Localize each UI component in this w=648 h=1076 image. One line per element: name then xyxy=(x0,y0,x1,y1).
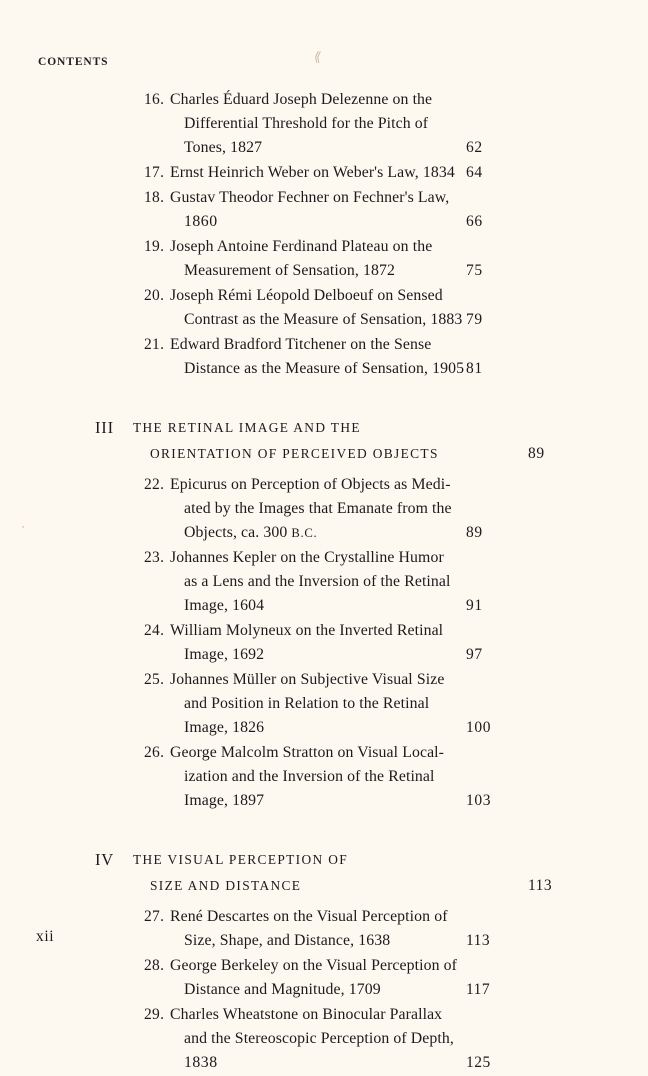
entry-line: Ernst Heinrich Weber on Weber's Law, 1834 64 xyxy=(170,161,550,185)
toc-entry[interactable] xyxy=(0,619,648,667)
entry-line: Distance and Magnitude, 1709 117 xyxy=(170,978,550,1002)
entry-number: 22. xyxy=(144,476,165,493)
entry-line: Joseph Rémi Léopold Delboeuf on Sensed xyxy=(170,287,443,304)
entry-line: William Molyneux on the Inverted Retinal xyxy=(170,622,444,639)
toc-entry[interactable] xyxy=(0,161,648,185)
toc-entry[interactable] xyxy=(0,88,648,160)
entry-line: 1860 66 xyxy=(170,210,550,234)
part-page-number: 89 xyxy=(528,445,545,462)
entry-line: George Malcolm Stratton on Visual Local- xyxy=(170,744,445,761)
entry-body xyxy=(170,333,550,381)
entry-line: and the Stereoscopic Perception of Depth, xyxy=(184,1030,454,1047)
entry-line: Image, 1826 100 xyxy=(170,716,550,740)
entry-number: 26. xyxy=(144,744,165,761)
entry-line: Differential Threshold for the Pitch of xyxy=(184,115,429,132)
entry-body xyxy=(170,284,550,332)
entry-line: René Descartes on the Visual Perception of xyxy=(170,908,448,925)
entry-number: 16. xyxy=(144,91,165,108)
toc-group-part-three xyxy=(0,473,648,813)
entry-line: Epicurus on Perception of Objects as Medi- xyxy=(170,476,451,493)
entry-body xyxy=(170,1003,550,1075)
entry-number: 23. xyxy=(144,549,165,566)
entry-line: ization and the Inversion of the Retinal xyxy=(184,768,435,785)
toc-entry[interactable] xyxy=(0,741,648,813)
entry-number: 27. xyxy=(144,908,165,925)
entry-line: Tones, 1827 62 xyxy=(170,136,550,160)
entry-page-number: 113 xyxy=(466,932,491,949)
entry-page-number: 75 xyxy=(466,262,483,279)
paper-speck-left-icon: ▪ xyxy=(22,523,25,531)
entry-body xyxy=(170,905,550,953)
entry-page-number: 97 xyxy=(466,646,483,663)
entry-line: Gustav Theodor Fechner on Fechner's Law, xyxy=(170,189,450,206)
entry-body xyxy=(170,954,550,1002)
entry-page-number: 117 xyxy=(466,981,491,998)
entry-page-number: 100 xyxy=(466,719,492,736)
entry-body xyxy=(170,235,550,283)
part-title-line: ORIENTATION OF PERCEIVED OBJECTS 89 xyxy=(133,441,588,467)
entry-line: Measurement of Sensation, 1872 75 xyxy=(170,259,550,283)
entry-body xyxy=(170,741,550,813)
toc-entry[interactable] xyxy=(0,284,648,332)
entry-line: as a Lens and the Inversion of the Retinal xyxy=(184,573,451,590)
entry-line: ated by the Images that Emanate from the xyxy=(184,500,452,517)
entry-line: Edward Bradford Titchener on the Sense xyxy=(170,336,432,353)
part-number: III xyxy=(95,418,114,437)
toc-group-continued xyxy=(0,88,648,381)
paper-speck-icon: ⟪ xyxy=(312,48,323,65)
entry-number: 19. xyxy=(144,238,165,255)
entry-line xyxy=(170,521,550,545)
entry-line: Johannes Müller on Subjective Visual Size xyxy=(170,671,445,688)
entry-line: George Berkeley on the Visual Perception of xyxy=(170,957,458,974)
entry-line: Image, 1897 103 xyxy=(170,789,550,813)
toc-entry[interactable] xyxy=(0,954,648,1002)
entry-page-number: 103 xyxy=(466,792,492,809)
entry-number: 18. xyxy=(144,189,165,206)
toc-entry[interactable] xyxy=(0,668,648,740)
part-title-line: THE VISUAL PERCEPTION OF xyxy=(133,852,349,867)
part-title xyxy=(133,415,588,467)
entry-line: Charles Wheatstone on Binocular Parallax xyxy=(170,1006,443,1023)
entry-page-number: 125 xyxy=(466,1054,491,1071)
toc-entry[interactable] xyxy=(0,235,648,283)
entry-line: and Position in Relation to the Retinal xyxy=(184,695,430,712)
entry-page-number: 66 xyxy=(466,213,483,230)
entry-line: Charles Éduard Joseph Delezenne on the xyxy=(170,91,433,108)
entry-body xyxy=(170,88,550,160)
entry-line-text-smallcaps: Objects, ca. 300 B.C. xyxy=(184,524,318,541)
entry-line: Johannes Kepler on the Crystalline Humor xyxy=(170,549,444,566)
entry-page-number: 81 xyxy=(466,360,483,377)
toc-entry[interactable] xyxy=(0,186,648,234)
entry-number: 25. xyxy=(144,671,165,688)
toc-entry[interactable] xyxy=(0,546,648,618)
entry-body xyxy=(170,473,550,545)
part-heading-four[interactable] xyxy=(0,847,648,899)
entry-page-number: 64 xyxy=(466,164,483,181)
part-title-line: SIZE AND DISTANCE 113 xyxy=(133,873,588,899)
running-head: CONTENTS xyxy=(38,56,109,68)
entry-line: Image, 1692 97 xyxy=(170,643,550,667)
entry-line: 1838 125 xyxy=(170,1051,550,1075)
entry-line: Image, 1604 91 xyxy=(170,594,550,618)
part-number: IV xyxy=(95,850,115,869)
entry-line: Joseph Antoine Ferdinand Plateau on the xyxy=(170,238,433,255)
part-page-number: 113 xyxy=(528,877,553,894)
entry-page-number: 89 xyxy=(466,524,483,541)
entry-page-number: 79 xyxy=(466,311,483,328)
entry-number: 29. xyxy=(144,1006,165,1023)
part-title-line: THE RETINAL IMAGE AND THE xyxy=(133,420,361,435)
entry-number: 24. xyxy=(144,622,165,639)
toc-entry[interactable] xyxy=(0,473,648,545)
entry-line: Distance as the Measure of Sensation, 1905 81 xyxy=(170,357,550,381)
table-of-contents xyxy=(0,88,648,1076)
entry-body xyxy=(170,668,550,740)
entry-body xyxy=(170,619,550,667)
entry-number: 17. xyxy=(144,164,165,181)
toc-entry[interactable] xyxy=(0,1003,648,1075)
page-folio: xii xyxy=(36,928,55,945)
entry-body xyxy=(170,186,550,234)
part-title xyxy=(133,847,588,899)
entry-number: 20. xyxy=(144,287,165,304)
entry-body xyxy=(170,161,550,185)
part-heading-three[interactable] xyxy=(0,415,648,467)
toc-entry[interactable] xyxy=(0,905,648,953)
entry-page-number: 62 xyxy=(466,139,483,156)
toc-group-part-four xyxy=(0,905,648,1075)
entry-body xyxy=(170,546,550,618)
entry-line: Size, Shape, and Distance, 1638 113 xyxy=(170,929,550,953)
entry-number: 21. xyxy=(144,336,165,353)
entry-line: Contrast as the Measure of Sensation, 1883 79 xyxy=(170,308,550,332)
entry-page-number: 91 xyxy=(466,597,483,614)
entry-number: 28. xyxy=(144,957,165,974)
toc-entry[interactable] xyxy=(0,333,648,381)
